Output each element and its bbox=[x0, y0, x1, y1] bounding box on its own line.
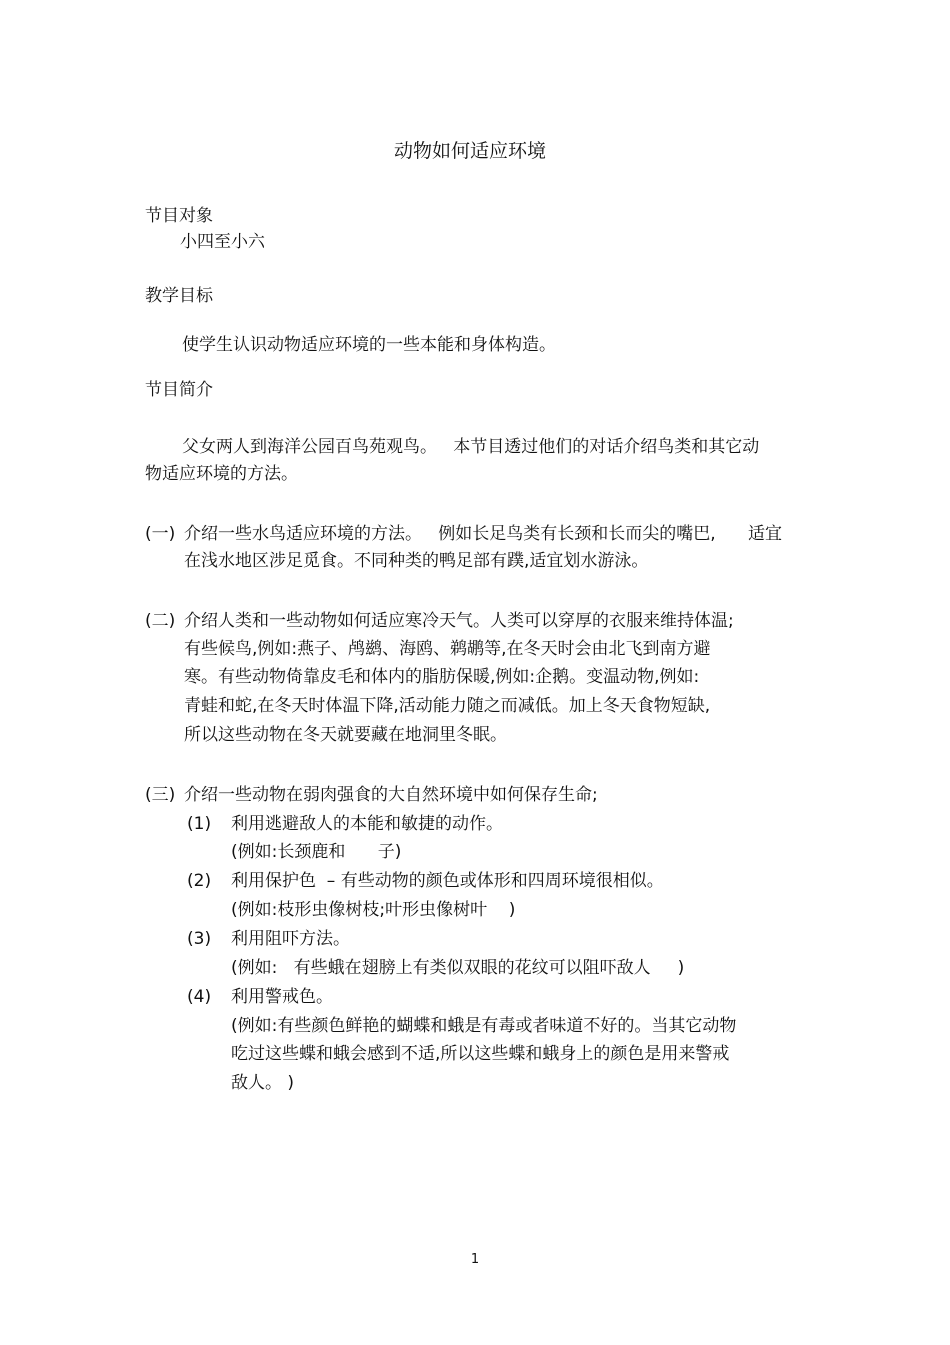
list-item-example: (例如:枝形虫像树枝;叶形虫像树叶 ) bbox=[231, 900, 516, 920]
section-line: 在浅水地区涉足觅食。不同种类的鸭足部有蹼,适宜划水游泳。 bbox=[184, 551, 649, 571]
list-item-text: 利用逃避敌人的本能和敏捷的动作。 bbox=[231, 814, 503, 834]
intro-heading: 节目简介 bbox=[145, 380, 213, 400]
intro-line: 父女两人到海洋公园百鸟苑观鸟。 本节目透过他们的对话介绍鸟类和其它动 bbox=[182, 437, 760, 457]
section-line: 寒。有些动物倚靠皮毛和体内的脂肪保暖,例如:企鹅。变温动物,例如: bbox=[184, 667, 700, 687]
section-label: (二) bbox=[145, 611, 176, 631]
list-item-text: 利用阻吓方法。 bbox=[231, 929, 350, 949]
section-line: 青蛙和蛇,在冬天时体温下降,活动能力随之而减低。加上冬天食物短缺, bbox=[184, 696, 711, 716]
list-item-text: 利用保护色 – 有些动物的颜色或体形和四周环境很相似。 bbox=[231, 871, 664, 891]
section-label: (一) bbox=[145, 524, 176, 544]
list-item-number: (3) bbox=[187, 929, 212, 949]
page-title: 动物如何适应环境 bbox=[393, 140, 546, 162]
list-item-example: (例如:有些颜色鲜艳的蝴蝶和蛾是有毒或者味道不好的。当其它动物 bbox=[231, 1016, 737, 1036]
list-item-text: 利用警戒色。 bbox=[231, 987, 333, 1007]
list-item-example: (例如:长颈鹿和 子) bbox=[231, 842, 402, 862]
section-line: 介绍一些动物在弱肉强食的大自然环境中如何保存生命; bbox=[184, 785, 598, 805]
list-item-number: (1) bbox=[187, 814, 212, 834]
audience-value: 小四至小六 bbox=[180, 232, 265, 252]
section-line: 有些候鸟,例如:燕子、鸬鹚、海鸥、鹈鹕等,在冬天时会由北飞到南方避 bbox=[184, 639, 711, 659]
page-number: 1 bbox=[470, 1252, 480, 1267]
list-item-example: 吃过这些蝶和蛾会感到不适,所以这些蝶和蛾身上的颜色是用来警戒 bbox=[231, 1044, 730, 1064]
section-label: (三) bbox=[145, 785, 176, 805]
audience-heading: 节目对象 bbox=[145, 206, 213, 226]
list-item-number: (2) bbox=[187, 871, 212, 891]
objective-heading: 教学目标 bbox=[145, 286, 213, 306]
intro-line: 物适应环境的方法。 bbox=[145, 464, 298, 484]
section-line: 介绍一些水鸟适应环境的方法。 例如长足鸟类有长颈和长而尖的嘴巴, 适宜 bbox=[184, 524, 783, 544]
list-item-example: 敌人。 ) bbox=[231, 1073, 295, 1093]
section-line: 介绍人类和一些动物如何适应寒冷天气。人类可以穿厚的衣服来维持体温; bbox=[184, 611, 734, 631]
list-item-number: (4) bbox=[187, 987, 212, 1007]
section-line: 所以这些动物在冬天就要藏在地洞里冬眠。 bbox=[184, 725, 507, 745]
list-item-example: (例如: 有些蛾在翅膀上有类似双眼的花纹可以阻吓敌人 ) bbox=[231, 958, 685, 978]
objective-text: 使学生认识动物适应环境的一些本能和身体构造。 bbox=[182, 335, 556, 355]
